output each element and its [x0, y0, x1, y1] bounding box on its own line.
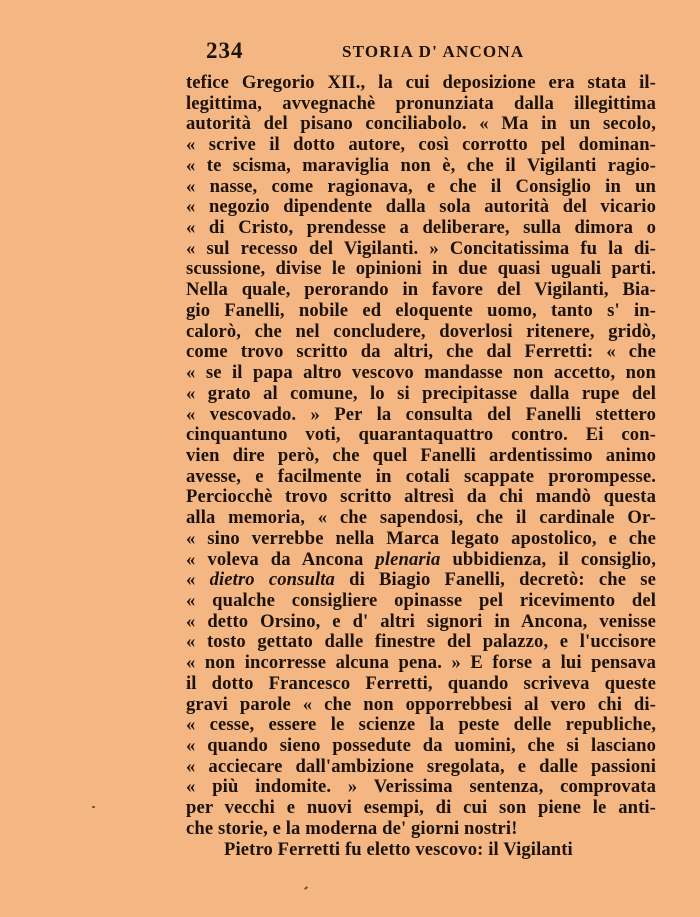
- text-line: « te scisma, maraviglia non è, che il Vigilanti ragio-: [186, 154, 656, 176]
- text-line: autorità del pisano conciliabolo. « Ma in un secolo,: [186, 113, 656, 135]
- text-line: « negozio dipendente dalla sola autorità del vicario: [186, 196, 656, 218]
- text-line: gravi parole « che non opporrebbesi al vero chi di-: [186, 693, 656, 715]
- page-header: [186, 38, 656, 62]
- text-line: avesse, e facilmente in cotali scappate prorompesse.: [186, 465, 656, 487]
- text-line: « detto Orsino, e d' altri signori in Ancona, venisse: [186, 610, 656, 632]
- text-line-with-italic: [186, 570, 656, 591]
- text-line: « di Cristo, prendesse a deliberare, sulla dimora o: [186, 217, 656, 239]
- text-line: « non incorresse alcuna pena. » E forse a lui pensava: [186, 652, 656, 674]
- text-line: « più indomite. » Verissima sentenza, comprovata: [186, 776, 656, 798]
- text-line: « acciecare dall'ambizione sregolata, e dalle passioni: [186, 755, 656, 777]
- text-line: come trovo scritto da altri, che dal Ferretti: « che: [186, 341, 656, 363]
- text-line: « quando sieno possedute da uomini, che si lasciano: [186, 735, 656, 756]
- text-line: calorò, che nel concludere, doverlosi ritenere, gridò,: [186, 320, 656, 342]
- text-line: « nasse, come ragionava, e che il Consiglio in un: [186, 175, 656, 197]
- text-segment: ubbidienza, il consiglio,: [440, 548, 656, 570]
- page-number: 234: [206, 38, 244, 63]
- text-line: « qualche consigliere opinasse pel ricevimento del: [186, 589, 656, 611]
- text-line: legittima, avvegnachè pronunziata dalla illegittima: [186, 92, 656, 114]
- text-line: per vecchi e nuovi esempi, di cui son piene le anti-: [186, 797, 656, 819]
- text-line: « cesse, essere le scienze la peste delle republiche,: [186, 714, 656, 736]
- text-line: « tosto gettato dalle finestre del palazzo, e l'uccisore: [186, 631, 656, 653]
- text-line: « se il papa altro vescovo mandasse non accetto, non: [186, 362, 656, 384]
- text-line: tefice Gregorio XII., la cui deposizione era stata il-: [186, 72, 656, 93]
- text-line: Nella quale, perorando in favore del Vigilanti, Bia-: [186, 279, 656, 301]
- text-line: Perciocchè trovo scritto altresì da chi mandò questa: [186, 486, 656, 508]
- text-line: che storie, e la moderna de' giorni nostri!: [186, 817, 518, 839]
- text-line: « sino verrebbe nella Marca legato apostolico, e che: [186, 527, 656, 549]
- text-line: « scrive il dotto autore, così corrotto pel dominan-: [186, 134, 656, 156]
- text-line: alla memoria, « che sapendosi, che il cardinale Or-: [186, 507, 656, 529]
- text-line: « sul recesso del Vigilanti. » Concitatissima fu la di-: [186, 237, 656, 259]
- text-segment: « voleva da Ancona: [186, 548, 376, 570]
- italic-term: plenaria: [375, 548, 441, 570]
- text-line: gio Fanelli, nobile ed eloquente uomo, tanto s' in-: [186, 299, 656, 321]
- paragraph-first-line: Pietro Ferretti fu eletto vescovo: il Vigilanti: [224, 838, 573, 860]
- italic-term: dietro consulta: [209, 569, 335, 591]
- body-text: [186, 73, 656, 860]
- text-line: « vescovado. » Per la consulta del Fanelli stettero: [186, 403, 656, 425]
- running-head: STORIA D' ANCONA: [342, 42, 525, 61]
- ink-speck: [304, 886, 308, 890]
- ink-speck: [92, 806, 95, 808]
- text-line: il dotto Francesco Ferretti, quando scriveva queste: [186, 672, 656, 694]
- text-line: vien dire però, che quel Fanelli ardentissimo animo: [186, 444, 656, 466]
- text-line-with-italic: [186, 550, 656, 571]
- text-segment: «: [186, 569, 210, 591]
- text-line: scussione, divise le opinioni in due quasi uguali parti.: [186, 258, 656, 280]
- text-segment: di Biagio Fanelli, decretò: che se: [334, 569, 656, 591]
- text-line: « grato al comune, lo si precipitasse dalla rupe del: [186, 382, 656, 404]
- text-line: cinquantuno voti, quarantaquattro contro. Ei con-: [186, 424, 656, 446]
